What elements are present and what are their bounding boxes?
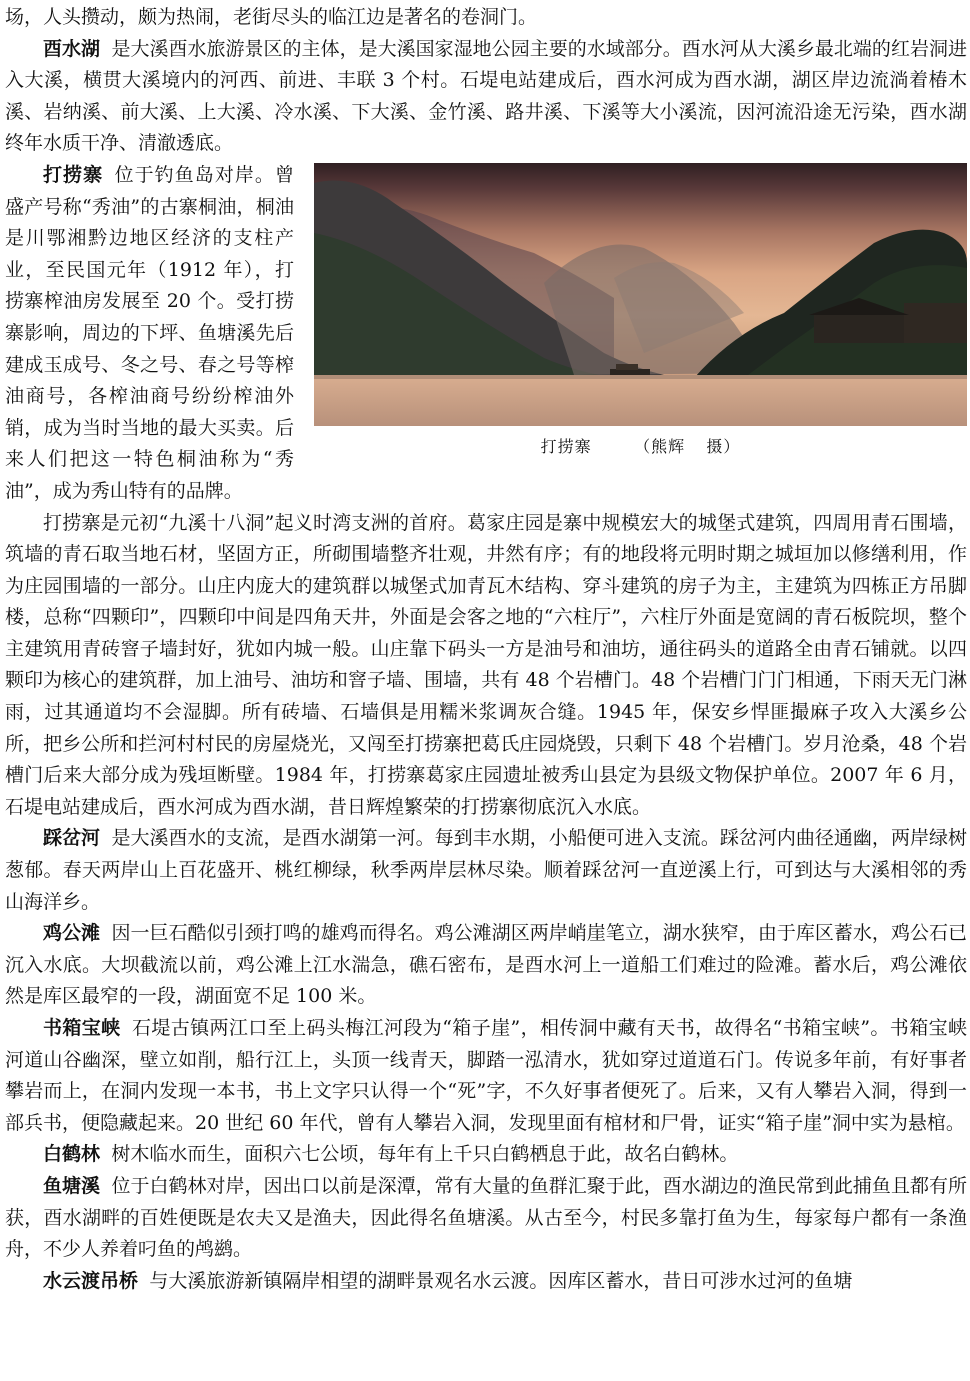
paragraph-youshui-lake bbox=[5, 34, 967, 160]
paragraph-continued bbox=[5, 2, 967, 34]
entry-text: 位于钓鱼岛对岸。曾盛产号称“秀油”的古寨桐油，桐油是川鄂湘黔边地区经济的支柱产业，至民国元年（1912 年），打捞寨榨油房发展至 20 个。受打捞寨影响，周边的下坪、鱼塘溪先后建成玉成号、冬之号、春之号等榨油商号，各榨油商号纷纷榨油外销，成为当时当地的最大买卖。后来人们把这一特色桐油称为“秀油”，成为秀山特有的品牌。 bbox=[5, 163, 294, 502]
entry-term: 打捞寨 bbox=[43, 163, 104, 186]
entry-text: 是大溪酉水旅游景区的主体，是大溪国家湿地公园主要的水域部分。酉水河从大溪乡最北端的红岩洞进入大溪，横贯大溪境内的河西、前进、丰联 3 个村。石堤电站建成后，酉水河成为酉水湖，湖区岸边流淌着椿木溪、岩纳溪、前大溪、上大溪、冷水溪、下大溪、金竹溪、路井溪、下溪等大小溪流，因河流沿途无污染，酉水湖终年水质干净、清澈透底。 bbox=[5, 37, 967, 155]
paragraph-yutang-stream bbox=[5, 1171, 967, 1266]
entry-term: 书箱宝峡 bbox=[43, 1017, 121, 1039]
paragraph-shuiyundu-bridge bbox=[5, 1266, 967, 1298]
entry-term: 鸡公滩 bbox=[43, 922, 101, 945]
paragraph-text: 打捞寨是元初“九溪十八洞”起义时湾支洲的首府。葛家庄园是寨中规模宏大的城堡式建筑，四周用青石围墙，筑墙的青石取当地石材，坚固方正，所砌围墙整齐壮观，井然有序；有的地段将元明时期之城垣加以修缮利用，作为庄园围墙的一部分。山庄内庞大的建筑群以城堡式加青瓦木结构、穿斗建筑的房子为主，主建筑为四栋正方吊脚楼，总称“四颗印”，四颗印中间是四角天井，外面是会客之地的“六柱厅”，六柱厅外面是宽阔的青石板院坝，整个主建筑用青砖窨子墙封好，犹如内城一般。山庄靠下码头一方是油号和油坊，通往码头的道路全由青石铺就。以四颗印为核心的建筑群，加上油号、油坊和窨子墙、围墙，共有 48 个岩槽门。48 个岩槽门门门相通，下雨天无门淋雨，过其通道均不会湿脚。所有砖墙、石墙俱是用糯米浆调灰合缝。1945 年，保安乡悍匪撮麻子攻入大溪乡公所，把乡公所和拦河村村民的房屋烧光，又闯至打捞寨把葛氏庄园烧毁，只剩下 48 个岩槽门。岁月沧桑，48 个岩槽门后来大部分成为残垣断壁。1984 年，打捞寨葛家庄园遗址被秀山县定为县级文物保护单位。2007 年 6 月，石堤电站建成后，酉水河成为酉水湖，昔日辉煌繁荣的打捞寨彻底沉入水底。 bbox=[5, 511, 967, 818]
figure bbox=[314, 163, 967, 458]
paragraph-text: 场，人头攒动，颇为热闹，老街尽头的临江边是著名的卷洞门。 bbox=[5, 6, 538, 28]
entry-term: 水云渡吊桥 bbox=[43, 1269, 139, 1292]
entry-text: 树木临水而生，面积六七公顷，每年有上千只白鹤栖息于此，故名白鹤林。 bbox=[111, 1143, 739, 1166]
entry-term: 白鹤林 bbox=[43, 1143, 101, 1166]
entry-text: 是大溪酉水的支流，是酉水湖第一河。每到丰水期，小船便可进入支流。踩岔河内曲径通幽，两岸绿树葱郁。春天两岸山上百花盛开、桃红柳绿，秋季两岸层林尽染。顺着踩岔河一直逆溪上行，可到达与大溪相邻的秀山海洋乡。 bbox=[5, 827, 967, 913]
entry-text: 位于白鹤林对岸，因出口以前是深潭，常有大量的鱼群汇聚于此，酉水湖边的渔民常到此捕鱼且都有所获，酉水湖畔的百姓便既是农夫又是渔夫，因此得名鱼塘溪。从古至今，村民多靠打鱼为生，每家每户都有一条渔舟，不少人养着叼鱼的鸬鹚。 bbox=[5, 1174, 967, 1261]
landscape-photo-art bbox=[314, 163, 967, 426]
entry-term: 鱼塘溪 bbox=[43, 1174, 101, 1197]
paragraph-caicha-river bbox=[5, 823, 967, 918]
figure-caption: 打捞寨 （熊辉 摄） bbox=[540, 436, 741, 456]
entry-text: 因一巨石酷似引颈打鸣的雄鸡而得名。鸡公滩湖区两岸峭崖笔立，湖水狭窄，由于库区蓄水，鸡公石已沉入水底。大坝截流以前，鸡公滩上江水湍急，礁石密布，是酉水河上一道船工们难过的险滩。蓄水后，鸡公滩依然是库区最窄的一段，湖面宽不足 100 米。 bbox=[5, 922, 967, 1008]
paragraph-dalaozhai-history bbox=[5, 508, 967, 824]
document-page bbox=[5, 2, 967, 1297]
paragraph-jigong-beach bbox=[5, 918, 967, 1013]
paragraph-shuxiang-gorge bbox=[5, 1013, 967, 1139]
photo-dalaozhai bbox=[314, 163, 967, 426]
entry-text: 与大溪旅游新镇隔岸相望的湖畔景观名水云渡。因库区蓄水，昔日可涉水过河的鱼塘 bbox=[149, 1269, 853, 1292]
entry-term: 酉水湖 bbox=[43, 37, 101, 60]
entry-text: 石堤古镇两江口至上码头梅江河段为“箱子崖”，相传洞中藏有天书，故得名“书箱宝峡”。书箱宝峡河道山谷幽深，壁立如削，船行江上，头顶一线青天，脚踏一泓清水，犹如穿过道道石门。传说多年前，有好事者攀岩而上，在洞内发现一本书，书上文字只认得一个“死”字，不久好事者便死了。后来，又有人攀岩入洞，得到一部兵书，便隐藏起来。20 世纪 60 年代，曾有人攀岩入洞，发现里面有棺材和尸骨，证实“箱子崖”洞中实为悬棺。 bbox=[5, 1017, 967, 1134]
paragraph-baihe-forest bbox=[5, 1139, 967, 1171]
entry-term: 踩岔河 bbox=[43, 827, 101, 850]
